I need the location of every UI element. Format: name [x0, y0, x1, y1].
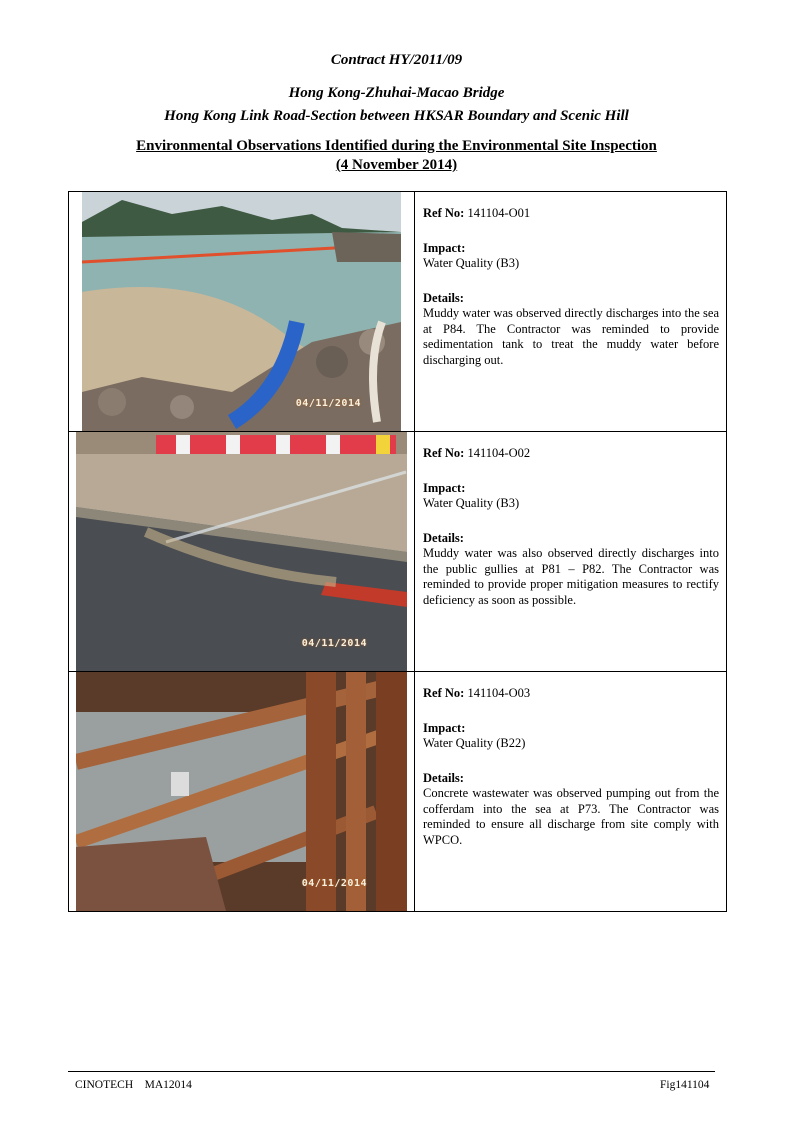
footer-company: CINOTECH MA12014: [75, 1079, 192, 1091]
details-label: Details:: [423, 290, 464, 305]
contract-number: Contract HY/2011/09: [330, 52, 463, 68]
details-text: Muddy water was also observed directly discharges into the public gullies at P81 – P82. The Contractor was reminded to provide proper mitigation measures to rectify deficiency as soon as possible.: [423, 546, 719, 607]
details-text: Muddy water was observed directly discharges into the sea at P84. The Contractor was reminded to provide sedimentation tank to treat the muddy water before discharging out.: [423, 306, 719, 367]
details-label: Details:: [423, 530, 464, 545]
details-text: Concrete wastewater was observed pumping out from the cofferdam into the sea at P73. The Contractor was reminded to ensure all discharge from site comply with WPCO.: [423, 786, 719, 847]
ref-label: Ref No:: [423, 686, 465, 700]
observation-info: [415, 432, 727, 672]
section-name: Hong Kong Link Road-Section between HKSAR Boundary and Scenic Hill: [164, 108, 629, 124]
observation-info: [415, 672, 727, 912]
observation-row: [69, 432, 727, 672]
photo-date-stamp: 04/11/2014: [295, 398, 361, 409]
page-title-line1: Environmental Observations Identified during the Environmental Site Inspection: [136, 138, 657, 154]
observation-row: [69, 672, 727, 912]
observation-info: [415, 192, 727, 432]
photo-cell: [69, 192, 415, 432]
photo-cell: [69, 672, 415, 912]
photo-date-stamp: 04/11/2014: [301, 878, 367, 889]
ref-number: 141104-O01: [467, 206, 531, 220]
observation-row: [69, 192, 727, 432]
impact-label: Impact:: [423, 240, 466, 255]
page-title-line2: (4 November 2014): [335, 157, 458, 173]
impact-value: Water Quality (B22): [423, 736, 526, 750]
ref-label: Ref No:: [423, 446, 465, 460]
photo-cofferdam: [76, 672, 407, 911]
impact-value: Water Quality (B3): [423, 256, 520, 270]
impact-label: Impact:: [423, 720, 466, 735]
ref-number: 141104-O02: [467, 446, 531, 460]
ref-number: 141104-O03: [467, 686, 531, 700]
footer-divider: [68, 1071, 715, 1072]
impact-value: Water Quality (B3): [423, 496, 520, 510]
photo-date-stamp: 04/11/2014: [301, 638, 367, 649]
ref-label: Ref No:: [423, 206, 465, 220]
impact-label: Impact:: [423, 480, 466, 495]
page-title: [0, 137, 793, 175]
project-name: Hong Kong-Zhuhai-Macao Bridge: [288, 85, 505, 101]
photo-muddy-water-sea: [82, 192, 401, 431]
footer-figure-number: Fig141104: [660, 1079, 710, 1091]
photo-muddy-water-gullies: [76, 432, 407, 671]
photo-cell: [69, 432, 415, 672]
observation-table: [68, 191, 727, 912]
details-label: Details:: [423, 770, 464, 785]
